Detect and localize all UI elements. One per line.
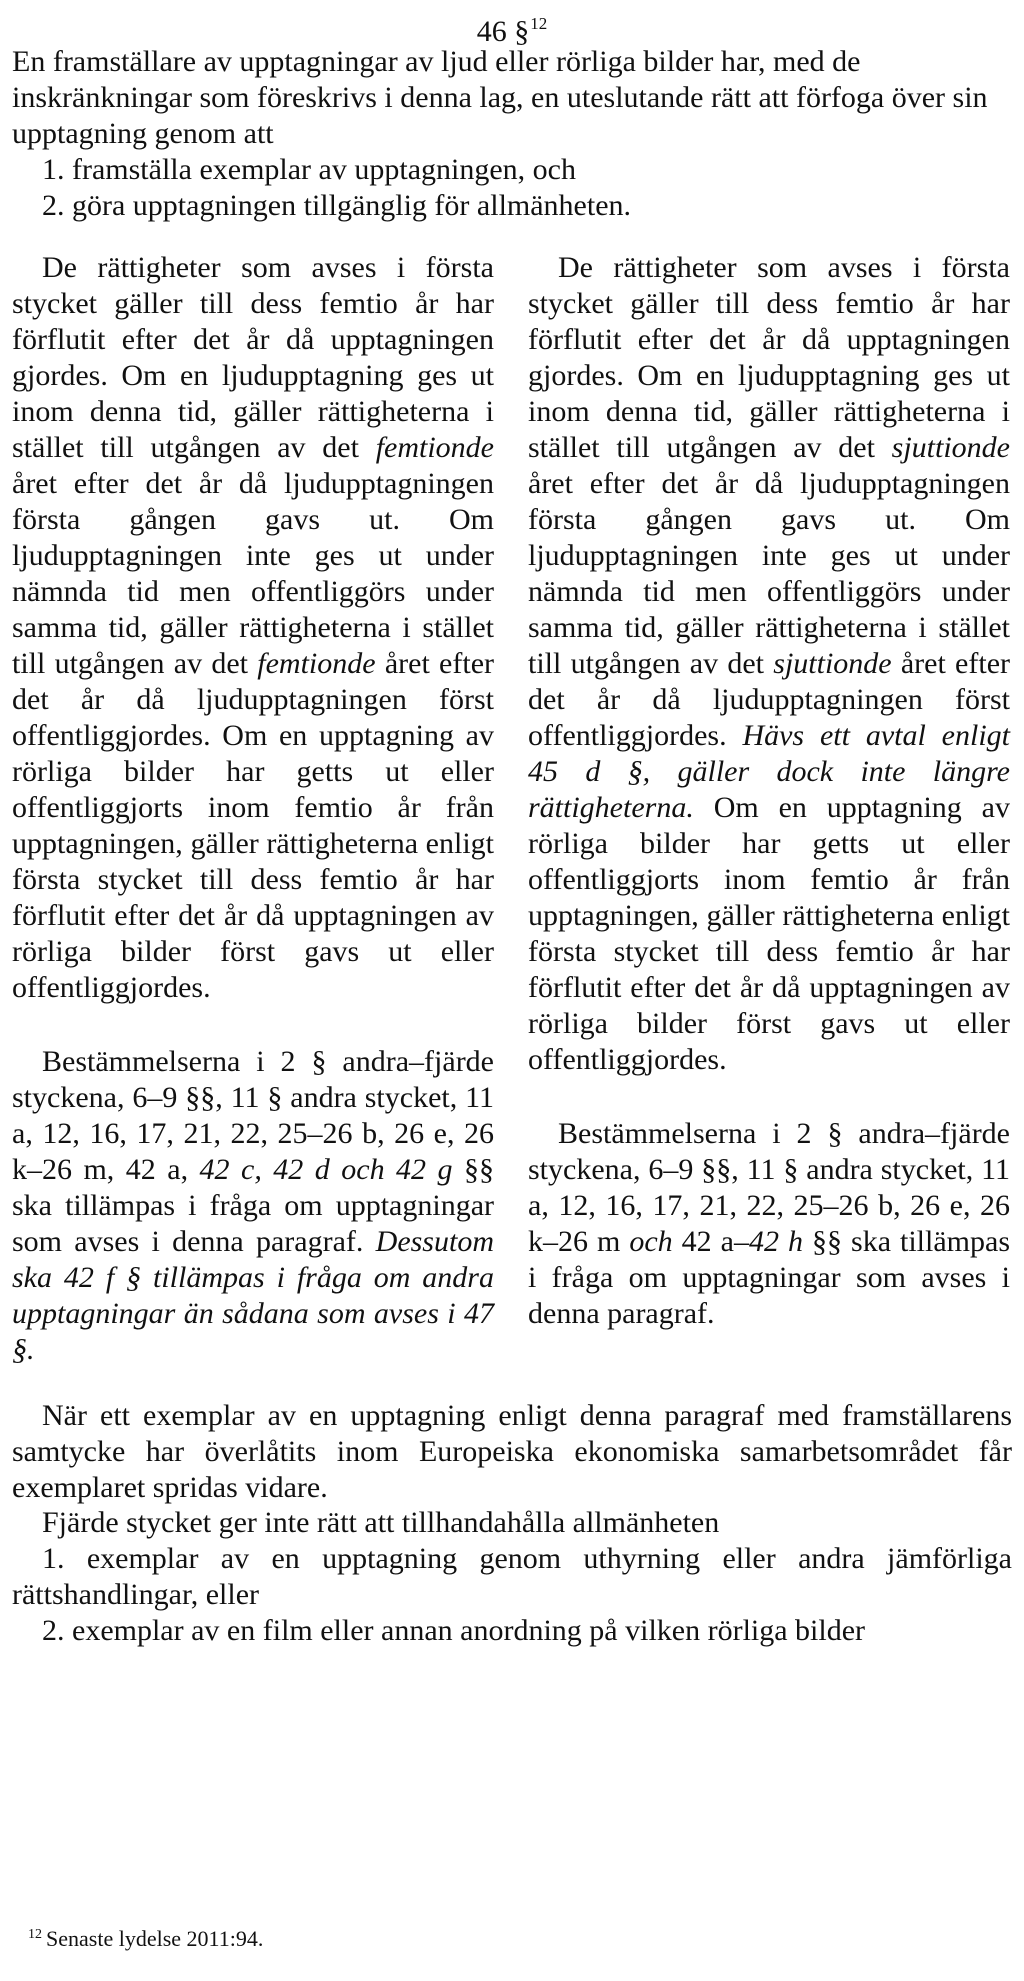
- left-column-current-text: [12, 250, 494, 1368]
- after-paragraph-2: Fjärde stycket ger inte rätt att tillhandahålla allmänheten: [42, 1506, 720, 1539]
- text-run: De rättigheter som avses i första stycket gäller till dess femtio år har förflutit efter det år då upptagningen gjordes. Om en ljudupptagning ges ut inom denna tid, gäller rättigheterna i stället till utgången av det: [528, 251, 1010, 464]
- text-run: Bestämmelserna i 2 § andra–fjärde styckena, 6–9 §§, 11 § andra stycket, 11 a, 12, 16, 17, 21, 22, 25–26 b, 26 e, 26 k–26 m, 42 a,: [12, 1045, 494, 1186]
- italic-run: sjuttionde: [773, 647, 892, 680]
- text-run: Bestämmelserna i 2 § andra–fjärde styckena, 6–9 §§, 11 § andra stycket, 11 a, 12, 16, 17, 21, 22, 25–26 b, 26 e, 26 k–26 m: [528, 1117, 1010, 1258]
- after-paragraph-1: När ett exemplar av en upptagning enligt denna paragraf med framställarens samtycke har överlåtits inom Europeiska ekonomiska samarbetsområdet får exemplaret spridas vidare.: [12, 1399, 1012, 1504]
- text-run: året efter det år då ljudupptagningen först offentliggjordes. Om en upptagning av rörliga bilder har getts ut eller offentliggjorts inom femtio år från upptagningen, gäller rättigheterna enligt första stycket till dess femtio år har förflutit efter det år då upptagningen av rörliga bilder först gavs ut eller offentliggjordes.: [12, 647, 494, 1004]
- italic-run: 42 c, 42 d och 42 g: [199, 1153, 453, 1186]
- text-run: året efter det år då ljudupptagningen först offentliggjordes.: [528, 647, 1011, 752]
- paragraph-gap: [12, 1006, 494, 1044]
- footnote: [28, 1921, 263, 1953]
- paragraph-gap: [528, 1078, 1010, 1116]
- left-paragraph-2: [12, 1044, 494, 1368]
- italic-run: Hävs ett avtal enligt 45 d §, gäller dock inte längre rättigheterna.: [528, 719, 1011, 824]
- footnote-text: Senaste lydelse 2011:94.: [46, 1926, 264, 1951]
- text-run: 42 a–: [672, 1225, 749, 1258]
- text-run: §§ ska tillämpas i fråga om upptagningar som avses i denna paragraf.: [528, 1225, 1010, 1330]
- right-column-proposed-text: [528, 250, 1010, 1332]
- intro-item-1: 1. framställa exemplar av upptagningen, och: [42, 153, 576, 186]
- after-item-1: 1. exemplar av en upptagning genom uthyrning eller andra jämförliga rättshandlingar, eller: [12, 1542, 1012, 1611]
- intro-paragraph: En framställare av upptagningar av ljud eller rörliga bilder har, med de inskränkningar som föreskrivs i denna lag, en uteslutande rätt att förfoga över sin upptagning genom att: [12, 45, 988, 150]
- right-paragraph-2: [528, 1116, 1010, 1332]
- after-item-2: 2. exemplar av en film eller annan anordning på vilken rörliga bilder: [42, 1614, 866, 1647]
- italic-run: 42 h: [749, 1225, 804, 1258]
- text-run: Om en upptagning av rörliga bilder har getts ut eller offentliggjorts inom femtio år från upptagningen, gäller rättigheterna enligt första stycket till dess femtio år har förflutit efter det år då upptagningen av rörliga bilder först gavs ut eller offentliggjordes.: [528, 791, 1010, 1076]
- right-paragraph-1: [528, 250, 1010, 1078]
- text-run: §§ ska tillämpas i fråga om upptagningar som avses i denna paragraf.: [12, 1153, 495, 1258]
- footnote-ref: 12: [530, 14, 548, 33]
- section-number: 46 §: [476, 15, 530, 48]
- italic-run: femtionde: [375, 431, 494, 464]
- italic-run: femtionde: [257, 647, 376, 680]
- footnote-number: 12: [28, 1927, 42, 1942]
- italic-run: och: [629, 1225, 673, 1258]
- italic-run: sjuttionde: [891, 431, 1010, 464]
- intro-block: [12, 44, 1012, 224]
- text-run: året efter det år då ljudupptagningen första gången gavs ut. Om ljudupptagningen inte ges ut under nämnda tid men offentliggörs under samma tid, gäller rättigheterna i stället till utgången av det: [528, 467, 1010, 680]
- italic-run: Dessutom ska 42 f § tillämpas i fråga om andra upptagningar än sådana som avses i 47 §.: [12, 1225, 494, 1366]
- intro-item-2: 2. göra upptagningen tillgänglig för allmänheten.: [42, 189, 632, 222]
- left-paragraph-1: [12, 250, 494, 1006]
- text-run: De rättigheter som avses i första stycket gäller till dess femtio år har förflutit efter det år då upptagningen gjordes. Om en ljudupptagning ges ut inom denna tid, gäller rättigheterna i stället till utgången av det: [12, 251, 494, 464]
- text-run: året efter det år då ljudupptagningen första gången gavs ut. Om ljudupptagningen inte ges ut under nämnda tid men offentliggörs under samma tid, gäller rättigheterna i stället till utgången av det: [12, 467, 494, 680]
